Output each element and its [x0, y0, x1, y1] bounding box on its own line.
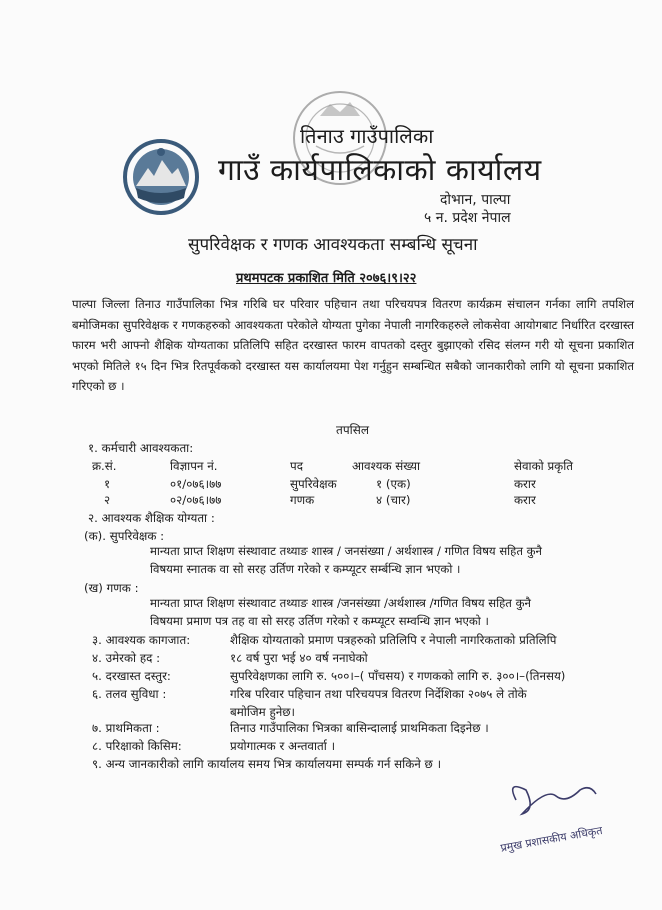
tapasil-heading: तपसिल	[336, 423, 370, 437]
supervisor-label: (क). सुपरिवेक्षक :	[84, 529, 165, 543]
fee-value: सुपरिवेक्षणका लागि रु. ५००।–( पाँचसय) र गणकको लागि रु. ३००।–(तिनसय)	[230, 669, 566, 683]
address-line-1: दोभान, पाल्पा	[440, 192, 511, 208]
table-row-1-post: सुपरिवेक्षक	[290, 477, 337, 491]
enumerator-qualification-2: विषयमा प्रमाण पत्र तह वा सो सरह उर्तिण गरेको र कम्प्यूटर सम्वन्धि ज्ञान भएको ।	[150, 614, 489, 628]
salary-value-cont: बमोजिम हुनेछ।	[230, 705, 296, 719]
signature-title: प्रमुख प्रशासकीय अधिकृत	[499, 823, 604, 855]
other-info: ९. अन्य जानकारीको लागि कार्यालय समय भित्र कार्यालयमा सम्पर्क गर्न सकिने छ ।	[92, 757, 442, 771]
table-header-count: आवश्यक संख्या	[352, 459, 421, 473]
municipality-name: तिनाउ गाउँपालिका	[300, 124, 434, 148]
table-row-2-nature: करार	[514, 493, 536, 507]
table-row-1-sn: १	[104, 477, 111, 491]
exam-label: ८. परिक्षाको किसिम:	[92, 739, 182, 753]
table-row-1-nature: करार	[514, 477, 536, 491]
handwritten-signature-icon	[513, 787, 596, 814]
table-row-1-count: १ (एक)	[376, 477, 411, 491]
signature-block	[486, 770, 636, 860]
exam-value: प्रयोगात्मक र अन्तवार्ता ।	[230, 739, 336, 753]
age-value: १८ वर्ष पुरा भई ४० वर्ष ननाघेको	[230, 651, 368, 665]
priority-value: तिनाउ गाउँपालिका भित्रका बासिन्दालाई प्राथमिकता दिइनेछ ।	[230, 721, 489, 735]
table-header-post: पद	[290, 459, 303, 473]
table-row-2-post: गणक	[290, 493, 315, 507]
age-label: ४. उमेरको हद :	[92, 651, 161, 665]
address-line-2: ५ न. प्रदेश नेपाल	[424, 210, 511, 226]
table-header-sn: क्र.सं.	[92, 459, 117, 473]
section-1-heading: १. कर्मचारी आवश्यकता:	[88, 441, 194, 455]
table-header-advert: विज्ञापन नं.	[170, 459, 218, 473]
enumerator-label: (ख) गणक :	[84, 581, 139, 595]
table-row-2-count: ४ (चार)	[376, 493, 411, 507]
published-date: प्रथमपटक प्रकाशित मिति २०७६।९।२२	[236, 271, 417, 286]
enumerator-qualification-1: मान्यता प्राप्त शिक्षण संस्थावाट तथ्याङ शास्त्र /जनसंख्या /अर्थशास्त्र /गणित विषय सहित कुनै	[150, 596, 531, 610]
documents-value: शैक्षिक योग्यताको प्रमाण पत्रहरुको प्रतिलिपि र नेपाली नागरिकताको प्रतिलिपि	[230, 633, 557, 647]
documents-label: ३. आवश्यक कागजात:	[92, 633, 191, 647]
supervisor-qualification-1: मान्यता प्राप्त शिक्षण संस्थावाट तथ्याङ शास्त्र / जनसंख्या / अर्थशास्त्र / गणित विषय सहित कुनै	[150, 544, 542, 558]
notice-title: सुपरिवेक्षक र गणक आवश्यकता सम्बन्धि सूचना	[188, 235, 478, 255]
table-header-nature: सेवाको प्रकृति	[514, 459, 574, 473]
office-name: गाउँ कार्यपालिकाको कार्यालय	[218, 153, 542, 188]
salary-value: गरिब परिवार पहिचान तथा परिचयपत्र वितरण निर्देशिका २०७५ ले तोके	[230, 687, 527, 701]
table-row-2-sn: २	[104, 493, 111, 507]
table-row-1-advert: ०१/०७६।७७	[170, 477, 222, 491]
salary-label: ६. तलव सुविधा :	[92, 687, 167, 701]
supervisor-qualification-2: विषयमा स्नातक वा सो सरह उर्तिण गरेको र कम्प्यूटर सर्म्बन्धि ज्ञान भएको ।	[150, 562, 461, 576]
section-2-heading: २. आवश्यक शैक्षिक योग्यता :	[88, 511, 215, 525]
fee-label: ५. दरखास्त दस्तुर:	[92, 669, 171, 683]
table-row-2-advert: ०२/०७६।७७	[170, 493, 222, 507]
notice-body: पाल्पा जिल्ला तिनाउ गाउँपालिका भित्र गरिबि घर परिवार पहिचान तथा परिचयपत्र वितरण कार्यक्रम संचालन गर्नका लागि तपशिल बमोजिमका सुपरिवेक्षक र गणकहरुको आवश्यकता परेकोले योग्यता पुगेका नेपाली नागरिकहरुले लोकसेवा आयोगबाट निर्धारित दरखास्त फारम भरी आफ्नो शैक्षिक योग्यताका प्रतिलिपि सहित दरखास्त फारम वापतको दस्तुर बुझाएको रसिद संलग्न गरी यो सूचना प्रकाशित भएको मितिले १५ दिन भित्र रितपूर्वकको दरखास्त यस कार्यालयमा पेश गर्नुहुन सम्बन्धित सबैको जानकारीको लागि यो सूचना प्रकाशित गरिएको छ ।	[72, 297, 634, 393]
priority-label: ७. प्राथमिकता :	[92, 721, 160, 735]
municipality-logo-icon	[122, 138, 200, 216]
